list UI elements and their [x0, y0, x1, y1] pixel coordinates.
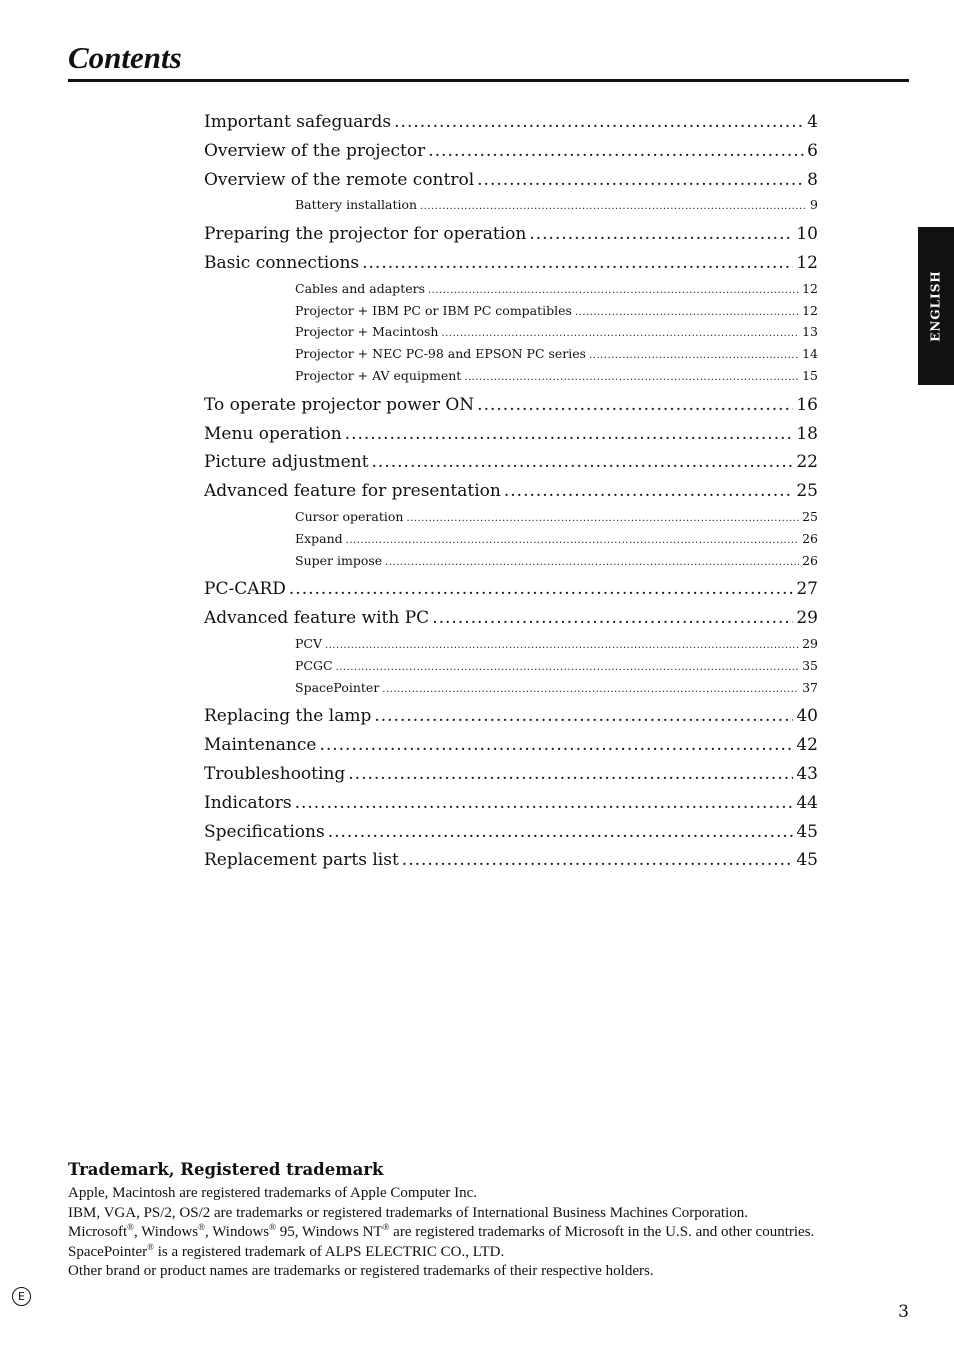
trademark-line-spacepointer: [68, 1243, 928, 1263]
toc-subentry: [204, 635, 818, 657]
toc-entry: [204, 168, 818, 197]
toc-entry-label: PCGC: [295, 657, 333, 673]
toc-entry-page: 26: [802, 552, 818, 568]
toc-entry-label: Menu operation: [204, 423, 342, 444]
toc-entry-label: Cables and adapters: [295, 280, 425, 296]
toc-entry: [204, 450, 818, 479]
toc-entry-label: Replacement parts list: [204, 850, 399, 871]
toc-entry-page: 16: [796, 394, 818, 415]
registered-mark: ®: [382, 1222, 390, 1232]
toc-entry-page: 35: [802, 657, 818, 673]
toc-entry-label: Advanced feature with PC: [204, 608, 430, 629]
toc-entry: [204, 110, 818, 139]
toc-entry-label: Projector + IBM PC or IBM PC compatibles: [295, 302, 572, 318]
toc-entry-label: Indicators: [204, 792, 292, 813]
trademark-line-other: Other brand or product names are trademarks or registered trademarks of their respective holders.: [68, 1263, 654, 1279]
toc-subentry: [204, 302, 818, 324]
toc-entry-label: Basic connections: [204, 252, 360, 273]
toc-entry-label: Advanced feature for presentation: [204, 481, 501, 502]
toc-entry-page: 43: [796, 763, 818, 784]
toc-entry-page: 40: [796, 706, 818, 727]
title-rule: [68, 79, 909, 82]
toc-entry-page: 18: [796, 423, 818, 444]
toc-entry-label: Picture adjustment: [204, 452, 369, 473]
toc-dot-leader: [325, 637, 799, 655]
toc-dot-leader: [420, 198, 807, 216]
toc-entry-page: 12: [802, 302, 818, 318]
trademark-spacepointer: SpacePointer: [68, 1243, 148, 1260]
toc-dot-leader: [348, 762, 793, 786]
toc-subentry: [204, 280, 818, 302]
toc-entry-label: Projector + NEC PC-98 and EPSON PC series: [295, 346, 587, 362]
toc-entry-page: 9: [810, 197, 818, 213]
language-side-tab: [918, 227, 954, 385]
trademark-section: [68, 1158, 928, 1282]
toc-dot-leader: [295, 791, 794, 815]
toc-entry-page: 42: [796, 735, 818, 756]
toc-dot-leader: [382, 681, 799, 699]
toc-entry-label: Overview of the remote control: [204, 169, 475, 190]
toc-entry-page: 29: [796, 608, 818, 629]
toc-dot-leader: [394, 110, 804, 134]
toc-entry-label: Important safeguards: [204, 112, 392, 132]
trademark-heading: Trademark, Registered trademark: [68, 1160, 384, 1179]
toc-entry: [204, 606, 818, 635]
toc-entry-page: 45: [796, 850, 818, 871]
toc-entry-page: 44: [796, 792, 818, 813]
toc-entry-page: 4: [807, 112, 818, 132]
toc-dot-leader: [374, 704, 793, 728]
toc-dot-leader: [428, 282, 799, 300]
toc-dot-leader: [428, 139, 804, 163]
trademark-windows-nt: 95, Windows NT: [275, 1224, 383, 1240]
language-mark-e: E: [12, 1287, 31, 1306]
toc-entry-page: 14: [802, 346, 818, 362]
toc-entry-page: 8: [807, 169, 818, 190]
toc-entry-page: 26: [802, 530, 818, 546]
toc-entry: [204, 762, 818, 791]
toc-entry-label: Overview of the projector: [204, 140, 426, 161]
trademark-spacepointer-tail: is a registered trademark of ALPS ELECTRIC CO., LTD.: [154, 1243, 505, 1260]
registered-mark: ®: [198, 1222, 205, 1232]
toc-subentry: [204, 508, 818, 530]
toc-entry: [204, 251, 818, 280]
toc-entry: [204, 422, 818, 451]
toc-dot-leader: [441, 325, 799, 343]
toc-dot-leader: [529, 222, 793, 246]
toc-subentry: [204, 679, 818, 701]
toc-entry-page: 37: [802, 679, 818, 695]
toc-dot-leader: [362, 251, 793, 275]
toc-entry-label: To operate projector power ON: [204, 394, 475, 415]
toc-subentry: [204, 196, 818, 218]
toc-entry: [204, 848, 818, 877]
toc-dot-leader: [336, 659, 800, 677]
toc-subentry: [204, 345, 818, 367]
toc-entry: [204, 222, 818, 251]
toc-dot-leader: [432, 606, 793, 630]
toc-dot-leader: [589, 347, 799, 365]
toc-entry-label: Projector + AV equipment: [295, 367, 462, 383]
toc-entry-label: PCV: [295, 635, 323, 651]
toc-dot-leader: [477, 393, 793, 417]
toc-entry-label: Expand: [295, 530, 343, 546]
page-title: Contents: [68, 40, 182, 75]
toc-entry: [204, 820, 818, 849]
toc-entry-page: 10: [796, 224, 818, 245]
page-number: 3: [898, 1302, 909, 1322]
toc-entry-page: 12: [802, 280, 818, 296]
toc-dot-leader: [477, 168, 804, 192]
toc-subentry: [204, 552, 818, 574]
trademark-windows-95: , Windows: [204, 1224, 270, 1240]
toc-entry-label: Cursor operation: [295, 508, 404, 524]
toc-entry-label: Preparing the projector for operation: [204, 224, 527, 245]
toc-entry-page: 25: [802, 508, 818, 524]
trademark-line-microsoft: [68, 1223, 928, 1243]
toc-dot-leader: [402, 848, 794, 872]
toc-dot-leader: [328, 820, 794, 844]
toc-dot-leader: [289, 577, 793, 601]
toc-dot-leader: [345, 422, 794, 446]
toc-entry-page: 6: [807, 140, 818, 161]
toc-subentry: [204, 323, 818, 345]
toc-entry-page: 45: [796, 821, 818, 842]
trademark-microsoft-tail: are registered trademarks of Microsoft in the U.S. and other countries.: [389, 1224, 815, 1240]
toc-entry-page: 25: [796, 481, 818, 502]
toc-entry-label: Specifications: [204, 821, 325, 842]
toc-entry-page: 29: [802, 635, 818, 651]
toc-entry: [204, 393, 818, 422]
toc-entry-page: 12: [796, 252, 818, 273]
toc-entry: [204, 704, 818, 733]
trademark-windows: , Windows: [134, 1224, 199, 1240]
toc-entry-label: Maintenance: [204, 735, 317, 756]
toc-dot-leader: [464, 369, 799, 387]
toc-dot-leader: [346, 532, 799, 550]
toc-entry-label: Super impose: [295, 552, 383, 568]
registered-mark: ®: [269, 1222, 276, 1232]
toc-entry-page: 22: [796, 452, 818, 473]
toc-dot-leader: [504, 479, 794, 503]
toc-dot-leader: [319, 733, 793, 757]
toc-entry-label: SpacePointer: [295, 679, 380, 695]
toc-dot-leader: [385, 554, 799, 572]
toc-entry-label: PC-CARD: [204, 579, 286, 600]
toc-subentry: [204, 367, 818, 389]
toc-subentry: [204, 657, 818, 679]
registered-mark: ®: [147, 1241, 154, 1252]
toc-entry-page: 27: [796, 579, 818, 600]
trademark-line-ibm: IBM, VGA, PS/2, OS/2 are trademarks or registered trademarks of International Business Machines Corporation.: [68, 1204, 748, 1221]
trademark-microsoft: Microsoft: [68, 1224, 128, 1240]
toc-entry: [204, 577, 818, 606]
toc-subentry: [204, 530, 818, 552]
toc-entry-label: Battery installation: [295, 197, 418, 213]
registered-mark: ®: [127, 1222, 135, 1232]
toc-entry-label: Projector + Macintosh: [295, 324, 439, 340]
toc-entry-page: 15: [802, 367, 818, 383]
toc-entry: [204, 139, 818, 168]
toc-dot-leader: [575, 304, 799, 322]
language-side-tab-label: ENGLISH: [929, 270, 944, 342]
toc-entry: [204, 791, 818, 820]
toc-dot-leader: [372, 450, 794, 474]
trademark-line-apple: Apple, Macintosh are registered trademarks of Apple Computer Inc.: [68, 1185, 478, 1201]
toc-entry-label: Replacing the lamp: [204, 706, 372, 727]
toc-entry: [204, 479, 818, 508]
table-of-contents: [204, 110, 818, 877]
toc-entry-page: 13: [802, 324, 818, 340]
toc-dot-leader: [406, 510, 799, 528]
toc-entry-label: Troubleshooting: [204, 763, 346, 784]
toc-entry: [204, 733, 818, 762]
